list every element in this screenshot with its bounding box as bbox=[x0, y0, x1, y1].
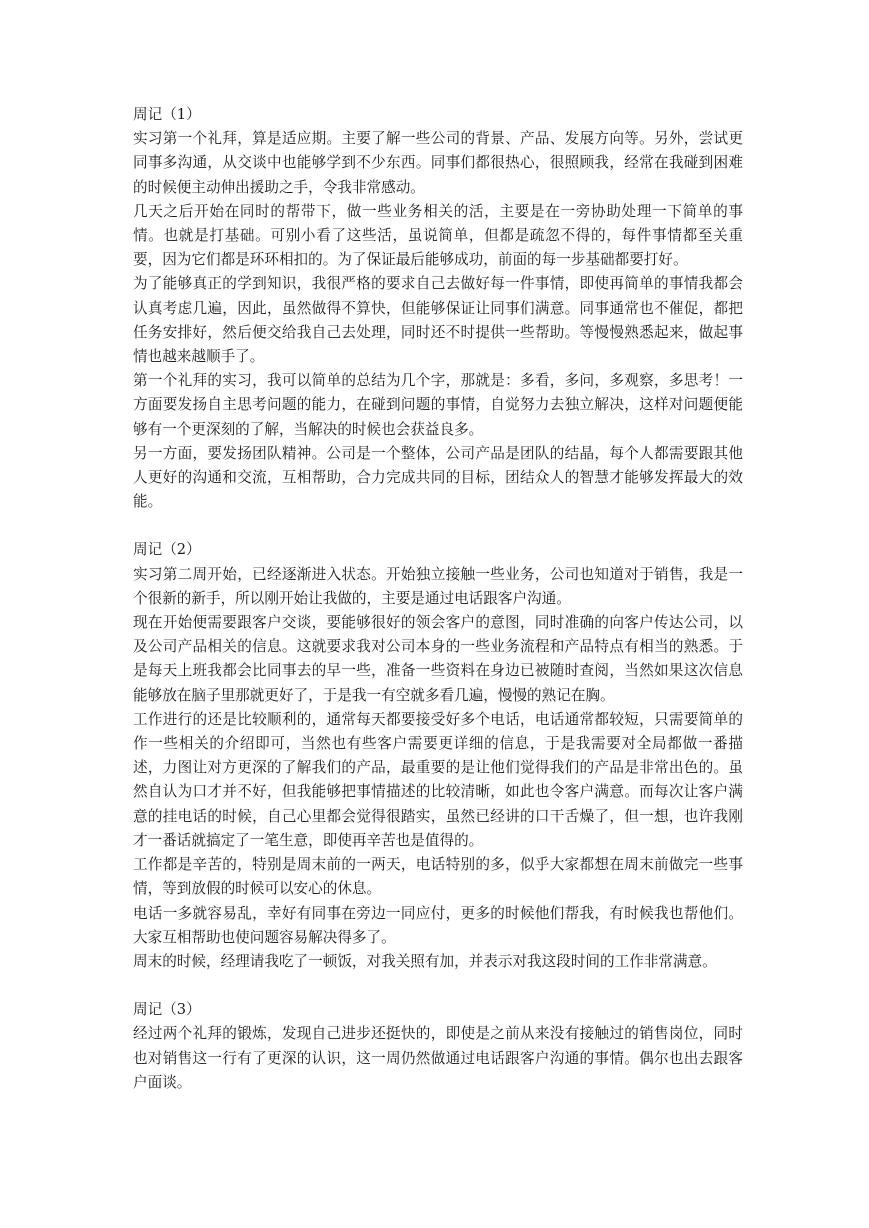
paragraph: 实习第二周开始，已经逐渐进入状态。开始独立接触一些业务，公司也知道对于销售，我是一个很新的新手，所以刚开始让我做的，主要是通过电话跟客户沟通。 bbox=[133, 565, 743, 607]
section-heading: 周记（1） bbox=[133, 106, 201, 123]
paragraph: 另一方面，要发扬团队精神。公司是一个整体，公司产品是团队的结晶，每个人都需要跟其他人更好的沟通和交流，互相帮助，合力完成共同的目标，团结众人的智慧才能够发挥最大的效能。 bbox=[133, 444, 743, 511]
paragraph: 现在开始便需要跟客户交谈，要能够很好的领会客户的意图，同时准确的向客户传达公司，以及公司产品相关的信息。这就要求我对公司本身的一些业务流程和产品特点有相当的熟悉。于是每天上班我都会比同事去的早一些，准备一些资料在身边已被随时查阅，当然如果这次信息能够放在脑子里那就更好了，于是我一有空就多看几遍，慢慢的熟记在胸。 bbox=[133, 614, 743, 704]
paragraph: 经过两个礼拜的锻炼，发现自己进步还挺快的，即使是之前从来没有接触过的销售岗位，同时也对销售这一行有了更深的认识，这一周仍然做通过电话跟客户沟通的事情。偶尔也出去跟客户面谈。 bbox=[133, 1025, 743, 1091]
section-heading: 周记（2） bbox=[133, 541, 201, 559]
paragraph: 工作进行的还是比较顺利的，通常每天都要接受好多个电话，电话通常都较短，只需要简单的作一些相关的介绍即可，当然也有些客户需要更详细的信息，于是我需要对全局都做一番描述，力图让对方更深的了解我们的产品，最重要的是让他们觉得我们的产品是非常出色的。虽然自认为口才并不好，但我能够把事情描述的比较清晰，如此也令客户满意。而每次让客户满意的挂电话的时候，自己心里都会觉得很踏实，虽然已经讲的口干舌燥了，但一想，也许我刚才一番话就搞定了一笔生意，即使再辛苦也是值得的。 bbox=[133, 710, 743, 849]
paragraph: 周末的时候，经理请我吃了一顿饭，对我关照有加，并表示对我这段时间的工作非常满意。 bbox=[133, 952, 717, 970]
section-heading: 周记（3） bbox=[133, 1001, 201, 1019]
paragraph: 第一个礼拜的实习，我可以简单的总结为几个字，那就是：多看，多问，多观察，多思考！一方面要发扬自主思考问题的能力，在碰到问题的事情，自觉努力去独立解决，这样对问题便能够有一个更深刻的了解，当解决的时候也会获益良多。 bbox=[133, 372, 743, 438]
paragraph: 电话一多就容易乱，幸好有同事在旁边一同应付，更多的时候他们帮我，有时候我也帮他们。大家互相帮助也使问题容易解决得多了。 bbox=[133, 904, 743, 946]
journal-week-1 bbox=[133, 103, 743, 514]
journal-week-2 bbox=[133, 538, 743, 974]
paragraph: 几天之后开始在同时的帮带下，做一些业务相关的活，主要是在一旁协助处理一下简单的事情。也就是打基础。可别小看了这些活，虽说简单，但都是疏忽不得的，每件事情都至关重要，因为它们都是环环相扣的。为了保证最后能够成功，前面的每一步基础都要打好。 bbox=[133, 202, 743, 269]
paragraph: 工作都是辛苦的，特别是周末前的一两天，电话特别的多，似乎大家都想在周末前做完一些事情，等到放假的时候可以安心的休息。 bbox=[133, 856, 743, 898]
journal-week-3 bbox=[133, 998, 743, 1095]
paragraph: 为了能够真正的学到知识，我很严格的要求自己去做好每一件事情，即使再简单的事情我都会认真考虑几遍，因此，虽然做得不算快，但能够保证让同事们满意。同事通常也不催促，都把任务安排好，然后便交给我自己去处理，同时还不时提供一些帮助。等慢慢熟悉起来，做起事情也越来越顺手了。 bbox=[133, 275, 743, 366]
document-page bbox=[133, 103, 743, 1095]
paragraph: 实习第一个礼拜，算是适应期。主要了解一些公司的背景、产品、发展方向等。另外，尝试更同事多沟通，从交谈中也能够学到不少东西。同事们都很热心，很照顾我，经常在我碰到困难的时候便主动伸出援助之手，令我非常感动。 bbox=[133, 130, 743, 196]
